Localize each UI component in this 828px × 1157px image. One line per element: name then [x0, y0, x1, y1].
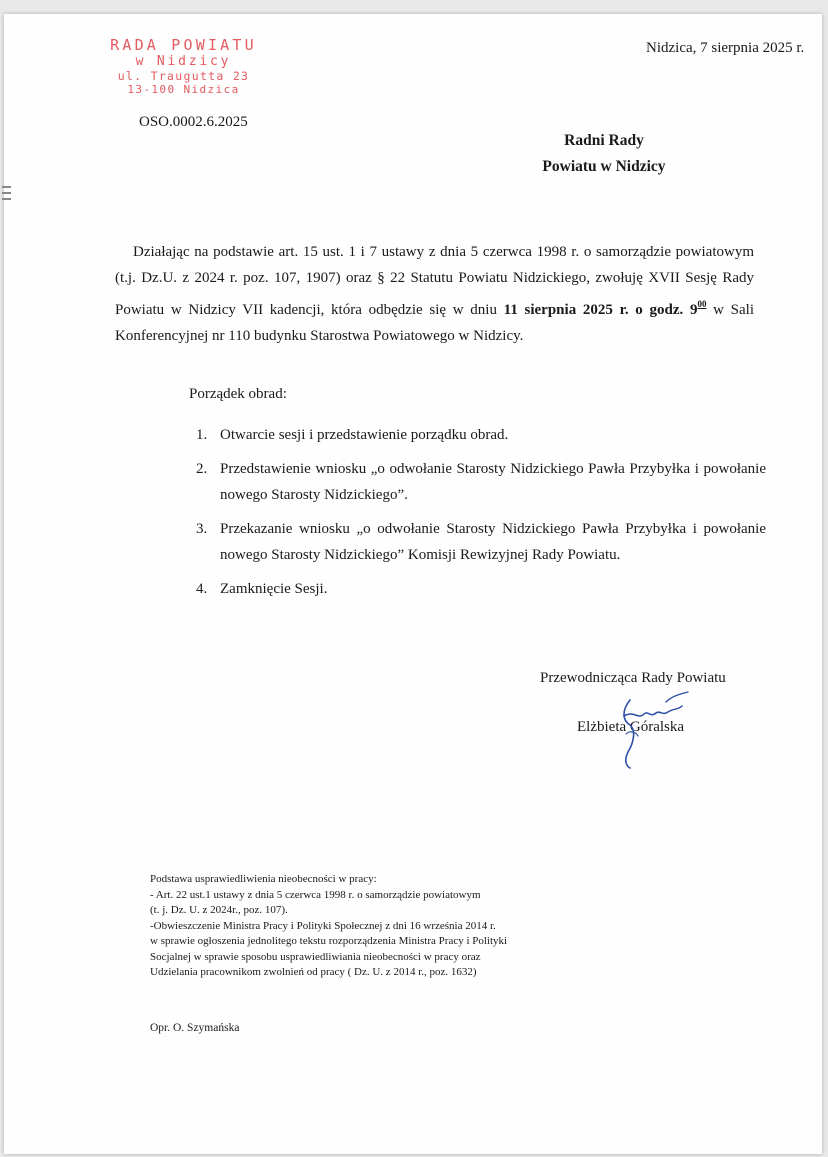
- agenda-item-number: 1.: [196, 427, 208, 443]
- convocation-paragraph: [115, 239, 754, 349]
- addressee-line-2: Powiatu w Nidzicy: [542, 158, 666, 175]
- signatory-role: Przewodnicząca Rady Powiatu: [540, 670, 726, 686]
- agenda-item: [196, 422, 766, 448]
- agenda-item-number: 4.: [196, 581, 208, 597]
- agenda-list: [196, 422, 766, 610]
- agenda-item-text: Zamknięcie Sesji.: [220, 581, 328, 597]
- session-datetime: [503, 299, 707, 318]
- footnote-line: -Obwieszczenie Ministra Pracy i Polityki Społecznej z dni 16 września 2014 r.: [150, 919, 496, 932]
- session-date: 11 sierpnia 2025 r. o godz. 9: [503, 302, 698, 318]
- agenda-item-text: Otwarcie sesji i przedstawienie porządku obrad.: [220, 427, 509, 443]
- addressee-line-1: Radni Rady: [564, 132, 644, 149]
- stamp-line-2: w Nidzicy: [135, 54, 232, 69]
- agenda-item: [196, 516, 766, 568]
- session-minutes: 00: [697, 299, 707, 309]
- footnote-line: - Art. 22 ust.1 ustawy z dnia 5 czerwca 1998 r. o samorządzie powiatowym: [150, 888, 481, 901]
- scan-edge-mark: [0, 184, 12, 202]
- stamp-line-3: ul. Traugutta 23: [117, 69, 250, 83]
- footnote-line: w sprawie ogłoszenia jednolitego tekstu rozporządzenia Ministra Pracy i Polityki: [150, 935, 508, 947]
- stamp-line-1: RADA POWIATU: [110, 36, 257, 54]
- addressee: [534, 128, 674, 180]
- footnote-line: Podstawa usprawiedliwienia nieobecności w pracy:: [150, 873, 377, 885]
- reference-number: OSO.0002.6.2025: [139, 114, 248, 130]
- agenda-item: [196, 456, 766, 508]
- document-page: [4, 14, 822, 1154]
- agenda-item-number: 3.: [196, 521, 208, 537]
- agenda-item-text: Przekazanie wniosku „o odwołanie Starosty Nidzickiego Pawła Przybyłka i powołanie nowego Starosty Nidzickiego” Komisji Rewizyjnej Rady Powiatu.: [220, 521, 766, 563]
- agenda-heading: Porządek obrad:: [189, 386, 287, 402]
- council-stamp: [106, 36, 261, 96]
- agenda-item: [196, 576, 766, 602]
- body-text-after: w Sali Konferencyjnej nr 110 budynku Starostwa Powiatowego w Nidzicy.: [115, 302, 755, 344]
- footnote-line: Socjalnej w sprawie sposobu usprawiedliwiania nieobecności w pracy oraz: [150, 950, 481, 963]
- agenda-item-number: 2.: [196, 461, 208, 477]
- footnote-line: (t. j. Dz. U. z 2024r., poz. 107).: [150, 904, 288, 916]
- signatory-name: Elżbieta Góralska: [577, 719, 685, 735]
- letter-date: Nidzica, 7 sierpnia 2025 r.: [646, 40, 805, 56]
- prepared-by: Opr. O. Szymańska: [150, 1022, 240, 1034]
- stamp-line-4: 13-100 Nidzica: [127, 83, 240, 96]
- footnote-line: Udzielania pracownikom zwolnień od pracy ( Dz. U. z 2014 r., poz. 1632): [150, 966, 477, 978]
- absence-justification-note: [150, 872, 630, 981]
- handwritten-signature: [600, 680, 720, 770]
- body-text-before: Działając na podstawie art. 15 ust. 1 i 7 ustawy z dnia 5 czerwca 1998 r. o samorządzie powiatowym (t.j. Dz.U. z 2024 r. poz. 107, 1907) oraz § 22 Statutu Powiatu Nidzickiego, zwołuję XVII Sesję Rady Powiatu w Nidzicy VII kadencji, która odbędzie się w dniu: [115, 244, 754, 318]
- agenda-item-text: Przedstawienie wniosku „o odwołanie Starosty Nidzickiego Pawła Przybyłka i powołanie nowego Starosty Nidzickiego”.: [220, 461, 766, 503]
